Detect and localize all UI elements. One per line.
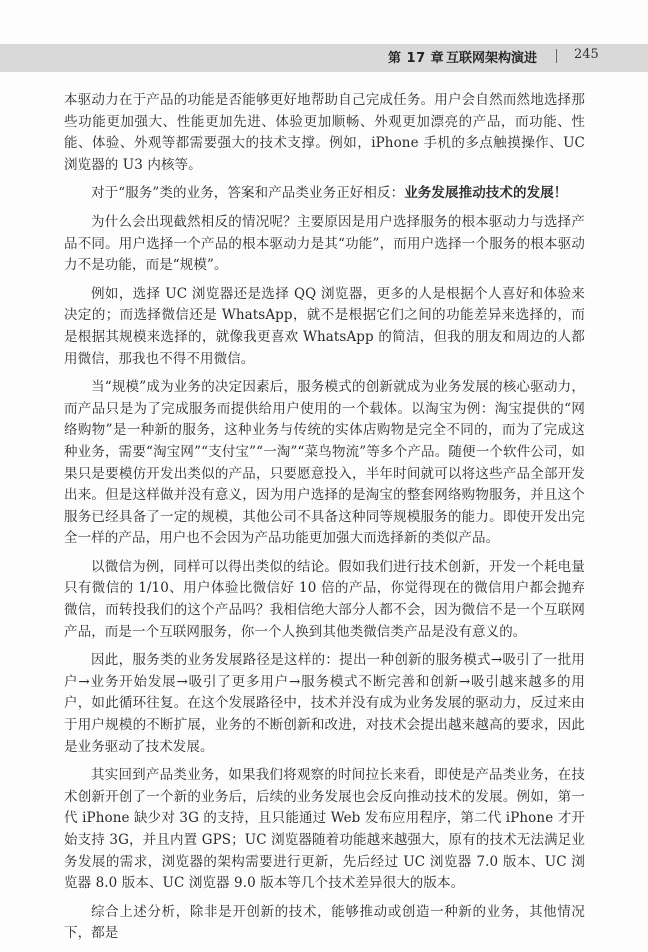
chapter-title: 互联网架构演进 xyxy=(446,51,538,66)
paragraph: 当“规模”成为业务的决定因素后，服务模式的创新就成为业务发展的核心驱动力，而产品只是为了完成服务而提供给用户使用的一个载体。以淘宝为例：淘宝提供的“网络购物”是一种新的服务，这种业务与传统的实体店购物是完全不同的，而为了完成这种业务，需要“淘宝网”“支付宝”“一淘”“菜鸟物流”等多个产品。随便一个软件公司，如果只是要模仿开发出类似的产品，只要愿意投入，半年时间就可以将这些产品全部开发出来。但是这样做并没有意义，因为用户选择的是淘宝的整套网络购物服务，并且这个服务已经具备了一定的规模，其他公司不具备这种同等规模服务的能力。即使开发出完全一样的产品，用户也不会因为产品功能更加强大而选择新的类似产品。 xyxy=(64,379,585,547)
header-divider xyxy=(556,49,557,63)
running-header xyxy=(0,44,648,72)
paragraph: 综合上述分析，除非是开创新的技术，能够推动或创造一种新的业务，其他情况下，都是 xyxy=(64,903,585,942)
page-number: 245 xyxy=(574,47,599,62)
emphasis-text: 业务发展推动技术的发展！ xyxy=(404,185,568,202)
paragraph: 因此，服务类的业务发展路径是这样的：提出一种创新的服务模式→吸引了一批用户→业务开始发展→吸引了更多用户→服务模式不断完善和创新→吸引越来越多的用户，如此循环往复。在这个发展路径中，技术并没有成为业务发展的驱动力，反过来由于用户规模的不断扩展，业务的不断创新和改进，对技术会提出越来越高的要求，因此是业务驱动了技术发展。 xyxy=(64,652,585,755)
paragraph: 为什么会出现截然相反的情况呢？主要原因是用户选择服务的根本驱动力与选择产品不同。用户选择一个产品的根本驱动力是其“功能”，而用户选择一个服务的根本驱动力不是功能，而是“规模”。 xyxy=(64,213,585,274)
chapter-number: 第 17 章 xyxy=(388,51,445,66)
paragraph: 本驱动力在于产品的功能是否能够更好地帮助自己完成任务。用户会自然而然地选择那些功能更加强大、性能更加先进、体验更加顺畅、外观更加漂亮的产品，而功能、性能、体验、外观等都需要强大的技术支撑。例如，iPhone 手机的多点触摸操作、UC 浏览器的 U3 内核等。 xyxy=(64,92,585,173)
paragraph-lead-text: 对于“服务”类的业务，答案和产品类业务正好相反： xyxy=(91,185,405,202)
body-text xyxy=(64,90,585,952)
paragraph xyxy=(64,183,585,205)
paragraph: 以微信为例，同样可以得出类似的结论。假如我们进行技术创新，开发一个耗电量只有微信的 1/10、用户体验比微信好 10 倍的产品，你觉得现在的微信用户都会抛弃微信，而转投我们的这个产品吗？我相信绝大部分人都不会，因为微信不是一个互联网产品，而是一个互联网服务，你一个人换到其他类微信类产品是没有意义的。 xyxy=(64,558,585,640)
paragraph: 例如，选择 UC 浏览器还是选择 QQ 浏览器，更多的人是根据个人喜好和体验来决定的；而选择微信还是 WhatsApp，就不是根据它们之间的功能差异来选择的，而是根据其规模来选择的，就像我更喜欢 WhatsApp 的简洁，但我的朋友和周边的人都用微信，那我也不得不用微信。 xyxy=(64,285,585,367)
paragraph: 其实回到产品类业务，如果我们将观察的时间拉长来看，即使是产品类业务，在技术创新开创了一个新的业务后，后续的业务发展也会反向推动技术的发展。例如，第一代 iPhone 缺少对 3G 的支持，且只能通过 Web 发布应用程序，第二代 iPhone 才开始支持 3G，并且内置 GPS；UC 浏览器随着功能越来越强大，原有的技术无法满足业务发展的需求，浏览器的架构需要进行更新，先后经过 UC 浏览器 7.0 版本、UC 浏览器 8.0 版本、UC 浏览器 9.0 版本等几个技术差异很大的版本。 xyxy=(64,767,585,892)
